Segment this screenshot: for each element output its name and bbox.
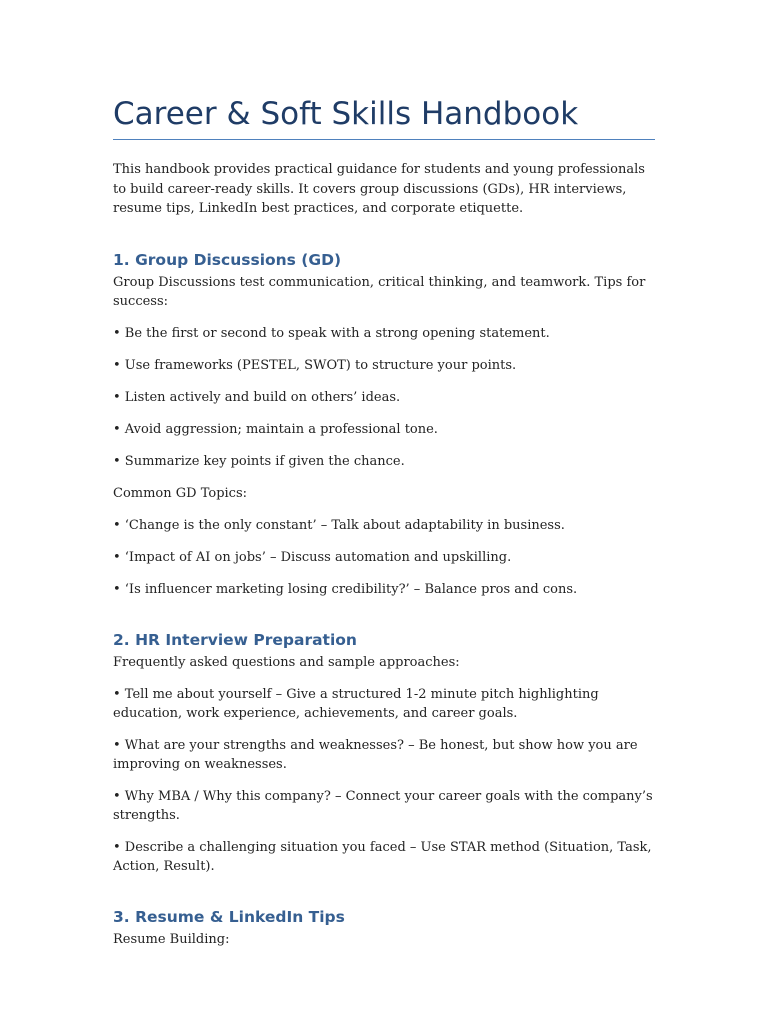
section-heading: 2. HR Interview Preparation <box>113 630 357 649</box>
section-group-discussions <box>113 250 655 599</box>
list-item: • What are your strengths and weaknesses? – Be honest, but show how you are improving on weaknesses. <box>113 737 638 772</box>
list-item: • Summarize key points if given the chance. <box>113 453 405 469</box>
list-item: • Avoid aggression; maintain a professional tone. <box>113 421 438 437</box>
list-item: • Tell me about yourself – Give a structured 1-2 minute pitch highlighting education, work experience, achievements, and career goals. <box>113 686 599 721</box>
section-lead: Frequently asked questions and sample approaches: <box>113 654 460 670</box>
section-lead: Resume Building: <box>113 931 230 947</box>
section-lead: Group Discussions test communication, critical thinking, and teamwork. Tips for success: <box>113 274 646 309</box>
list-item: • Listen actively and build on others’ ideas. <box>113 389 401 405</box>
intro-paragraph: This handbook provides practical guidance for students and young professionals to build career-ready skills. It covers group discussions (GDs), HR interviews, resume tips, LinkedIn best practices, and corporate etiquette. <box>113 162 645 216</box>
list-item: • Use frameworks (PESTEL, SWOT) to structure your points. <box>113 357 517 373</box>
list-item: • ‘Change is the only constant’ – Talk about adaptability in business. <box>113 517 565 533</box>
list-item: • Be the first or second to speak with a strong opening statement. <box>113 325 550 341</box>
list-item: • ‘Is influencer marketing losing credibility?’ – Balance pros and cons. <box>113 581 578 597</box>
section-resume-linkedin <box>113 907 655 949</box>
list-item: • Describe a challenging situation you faced – Use STAR method (Situation, Task, Action, Result). <box>113 839 652 874</box>
list-item: • ‘Impact of AI on jobs’ – Discuss automation and upskilling. <box>113 549 512 565</box>
document-page <box>113 95 655 949</box>
page-title: Career & Soft Skills Handbook <box>113 95 655 140</box>
section-hr-interview <box>113 630 655 876</box>
subheading: Common GD Topics: <box>113 485 247 501</box>
section-heading: 3. Resume & LinkedIn Tips <box>113 907 345 926</box>
list-item: • Why MBA / Why this company? – Connect your career goals with the company’s strengths. <box>113 788 653 823</box>
section-heading: 1. Group Discussions (GD) <box>113 250 342 269</box>
